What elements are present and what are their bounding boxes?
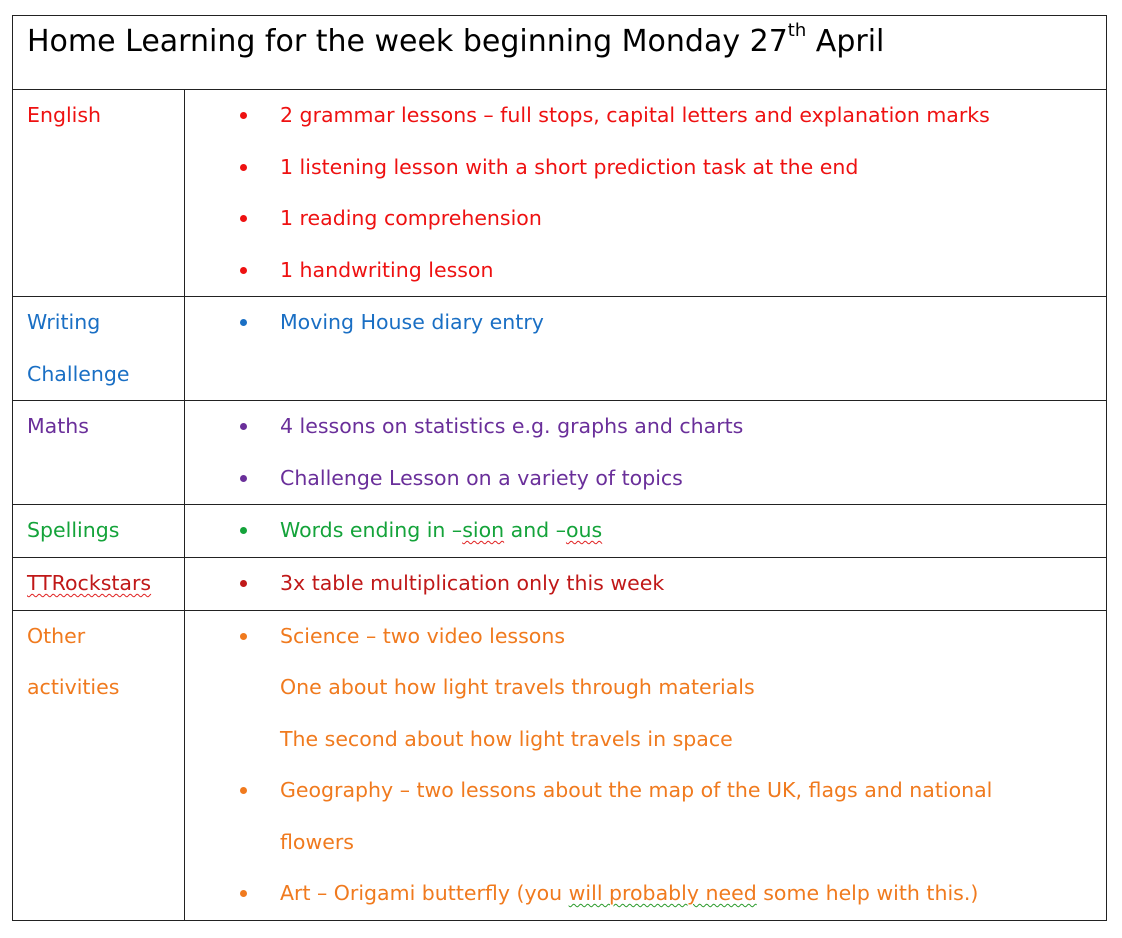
list-item-text: 1 handwriting lesson bbox=[280, 257, 494, 282]
spelling-text-middle: and – bbox=[504, 518, 566, 542]
ttrockstars-content bbox=[185, 558, 1107, 611]
list-item-continuation bbox=[185, 662, 1106, 714]
writing-content bbox=[185, 297, 1107, 401]
bullet-icon bbox=[240, 633, 247, 640]
bullet-icon bbox=[240, 319, 247, 326]
list-item bbox=[185, 765, 1106, 817]
spelling-suffix-ous: ous bbox=[565, 518, 603, 542]
list-item-text: 4 lessons on statistics e.g. graphs and charts bbox=[280, 414, 744, 438]
list-item bbox=[185, 90, 1106, 142]
subject-maths-label: Maths bbox=[27, 414, 89, 438]
title-text: Home Learning for the week beginning Monday 27 bbox=[27, 24, 788, 59]
subject-english bbox=[13, 90, 185, 297]
other-content bbox=[185, 610, 1107, 920]
list-item bbox=[185, 558, 1106, 610]
art-text-underlined: will probably need bbox=[568, 881, 757, 905]
list-item-text: 1 reading comprehension bbox=[280, 206, 542, 230]
maths-row bbox=[13, 401, 1107, 505]
list-item bbox=[185, 245, 1106, 297]
list-item-text: Challenge Lesson on a variety of topics bbox=[280, 465, 683, 490]
list-item-continuation bbox=[185, 817, 1106, 869]
maths-content bbox=[185, 401, 1107, 505]
subject-spellings-label: Spellings bbox=[27, 518, 120, 542]
list-item-text: Moving House diary entry bbox=[280, 310, 544, 334]
list-item-text: 3x table multiplication only this week bbox=[280, 571, 665, 595]
bullet-icon bbox=[240, 267, 247, 274]
bullet-icon bbox=[240, 527, 247, 534]
science-text: Science – two video lessons bbox=[280, 623, 566, 648]
list-item-text: 2 grammar lessons – full stops, capital letters and explanation marks bbox=[280, 103, 990, 127]
english-row bbox=[13, 90, 1107, 297]
list-item-continuation bbox=[185, 714, 1106, 766]
title-ordinal-suffix: th bbox=[787, 20, 807, 41]
writing-row bbox=[13, 297, 1107, 401]
subject-writing bbox=[13, 297, 185, 401]
subject-maths bbox=[13, 401, 185, 505]
art-text-end: some help with this.) bbox=[756, 881, 979, 905]
english-content bbox=[185, 90, 1107, 297]
page-title bbox=[13, 16, 1107, 90]
list-item bbox=[185, 142, 1106, 194]
subject-other bbox=[13, 610, 185, 920]
ttrockstars-row bbox=[13, 558, 1107, 611]
bullet-icon bbox=[240, 423, 247, 430]
bullet-icon bbox=[240, 112, 247, 119]
list-item bbox=[185, 401, 1106, 453]
list-item bbox=[185, 453, 1106, 505]
ttrockstars-list bbox=[185, 558, 1106, 610]
subject-spellings bbox=[13, 505, 185, 558]
other-list bbox=[185, 611, 1106, 920]
geography-text: Geography – two lessons about the map of the UK, flags and national bbox=[280, 778, 993, 802]
geography-text-wrap: flowers bbox=[280, 829, 354, 854]
subject-writing-line2: Challenge bbox=[27, 361, 130, 386]
maths-list bbox=[185, 401, 1106, 504]
list-item bbox=[185, 611, 1106, 663]
spelling-text-start: Words ending in – bbox=[280, 518, 463, 542]
science-detail-1: One about how light travels through materials bbox=[280, 675, 755, 699]
writing-list bbox=[185, 297, 1106, 349]
bullet-icon bbox=[240, 215, 247, 222]
list-item bbox=[185, 868, 1106, 920]
spellings-row bbox=[13, 505, 1107, 558]
subject-other-line2: activities bbox=[27, 675, 120, 699]
list-item-text: 1 listening lesson with a short prediction task at the end bbox=[280, 154, 859, 179]
subject-writing-line1: Writing bbox=[27, 310, 101, 334]
art-text-start: Art – Origami butterfly (you bbox=[280, 881, 569, 905]
subject-ttrockstars bbox=[13, 558, 185, 611]
english-list bbox=[185, 90, 1106, 296]
spellings-content bbox=[185, 505, 1107, 558]
subject-ttrockstars-label: TTRockstars bbox=[27, 571, 152, 595]
bullet-icon bbox=[240, 475, 247, 482]
list-item bbox=[185, 297, 1106, 349]
bullet-icon bbox=[240, 580, 247, 587]
science-detail-2: The second about how light travels in space bbox=[280, 726, 733, 751]
home-learning-table bbox=[12, 15, 1107, 921]
spelling-suffix-sion: sion bbox=[462, 518, 505, 542]
bullet-icon bbox=[240, 890, 247, 897]
title-month: April bbox=[806, 24, 885, 59]
other-row bbox=[13, 610, 1107, 920]
title-row bbox=[13, 16, 1107, 90]
subject-other-line1: Other bbox=[27, 623, 86, 648]
bullet-icon bbox=[240, 164, 247, 171]
bullet-icon bbox=[240, 787, 247, 794]
subject-english-label: English bbox=[27, 103, 102, 127]
spellings-list bbox=[185, 505, 1106, 557]
list-item bbox=[185, 505, 1106, 557]
list-item bbox=[185, 193, 1106, 245]
